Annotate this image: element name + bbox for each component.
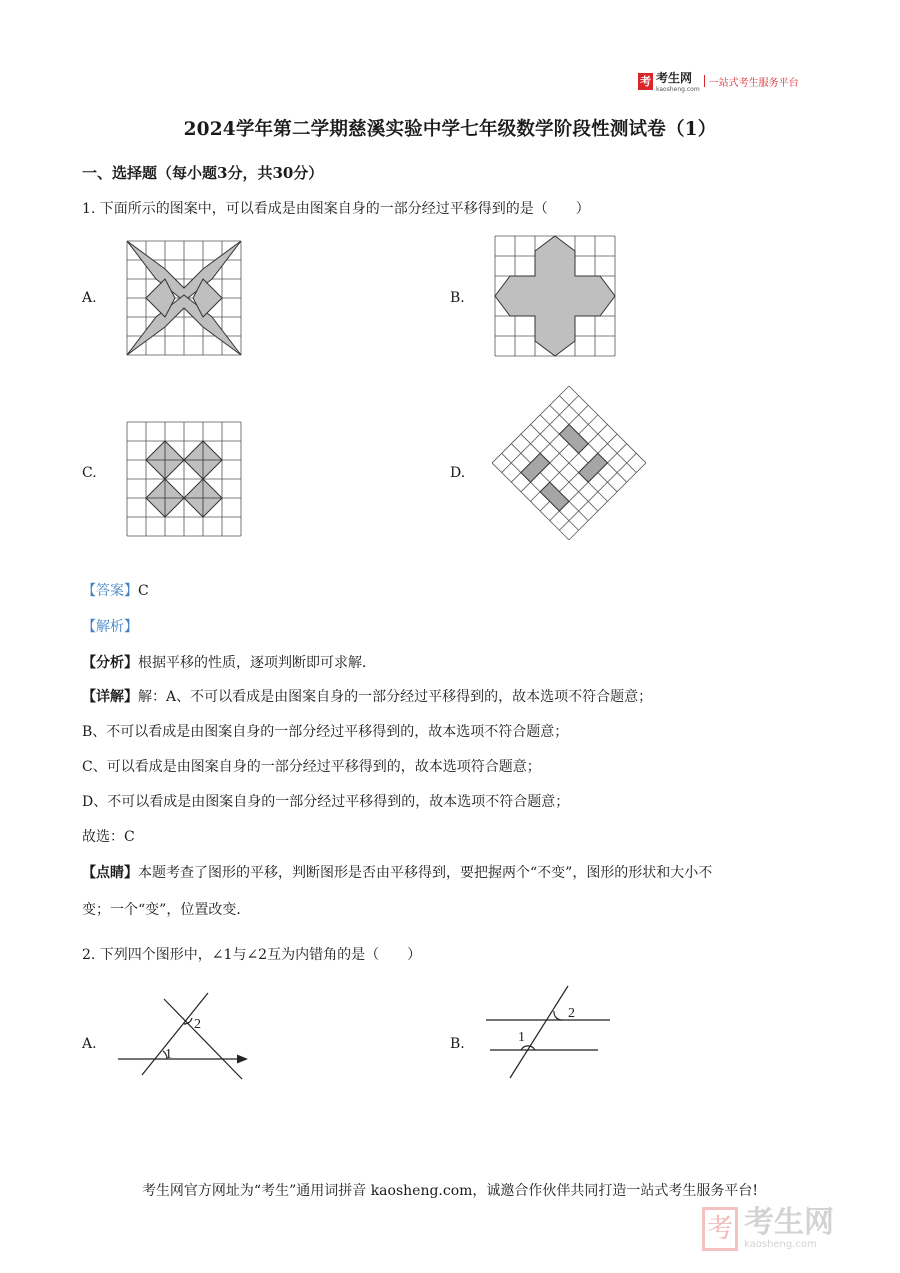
watermark-domain: kaosheng.com xyxy=(744,1239,817,1250)
q2a-angle-label-1: 1 xyxy=(165,1047,172,1062)
q2a-line-2 xyxy=(164,999,242,1079)
q1-option-d-label: D. xyxy=(450,465,466,481)
q2b-angle-label-2: 2 xyxy=(568,1006,575,1021)
page-footer: 考生网官方网址为“考生”通用词拼音 kaosheng.com，诚邀合作伙伴共同打造一站式考生服务平台! xyxy=(141,1183,759,1199)
q1-figure-c[interactable] xyxy=(127,422,241,536)
q1-figure-d[interactable] xyxy=(492,386,646,540)
q2b-angle-label-1: 1 xyxy=(518,1030,525,1045)
logo-separator xyxy=(704,75,705,87)
dianjing-text-1: 本题考查了图形的平移，判断图形是否由平移得到，要把握两个“不变”，图形的形状和大小不 xyxy=(138,865,713,881)
q2b-angle-arc-2 xyxy=(554,1011,562,1020)
fenxi-tag: 【分析】 xyxy=(82,655,138,671)
page-title: 2024学年第二学期慈溪实验中学七年级数学阶段性测试卷（1） xyxy=(183,119,717,140)
q2a-angle-label-2: 2 xyxy=(194,1017,201,1032)
logo-slogan: 一站式考生服务平台 xyxy=(708,77,799,89)
q2a-arrow-head xyxy=(237,1055,248,1064)
answer-tag: 【答案】 xyxy=(82,583,138,599)
section-heading: 一、选择题（每小题3分，共30分） xyxy=(82,164,324,182)
logo-mark-icon: 考 xyxy=(640,74,651,88)
q1-option-a-label: A. xyxy=(82,290,97,306)
q2-stem: 2. 下列四个图形中，∠1与∠2互为内错角的是（ ） xyxy=(82,947,422,963)
dianjing-tag: 【点睛】 xyxy=(82,865,138,881)
figure-b-cross-shape xyxy=(495,236,615,356)
header-logo[interactable] xyxy=(638,70,808,92)
q1-answer xyxy=(82,580,149,600)
q1-choose: 故选：C xyxy=(82,829,135,845)
watermark-logo xyxy=(702,1205,872,1253)
q1-dianjing-2: 变；一个“变”，位置改变． xyxy=(82,902,251,918)
q1-xiangjie xyxy=(82,686,652,706)
q1-dianjing xyxy=(82,862,712,882)
analysis-tag: 【解析】 xyxy=(82,619,138,635)
xiangjie-tag: 【详解】 xyxy=(82,689,138,705)
fenxi-text: 根据平移的性质，逐项判断即可求解． xyxy=(138,655,376,671)
watermark-name: 考生网 xyxy=(744,1205,834,1240)
answer-value: C xyxy=(138,583,149,599)
watermark-mark-icon: 考 xyxy=(702,1207,738,1251)
q1-fenxi xyxy=(82,652,376,672)
q2-figure-b[interactable] xyxy=(484,984,614,1080)
q1-line-c: C、可以看成是由图案自身的一部分经过平移得到的，故本选项符合题意； xyxy=(82,759,541,775)
q1-line-b: B、不可以看成是由图案自身的一部分经过平移得到的，故本选项不符合题意； xyxy=(82,724,569,740)
q1-option-b-label: B. xyxy=(450,290,465,306)
q2-option-b-label: B. xyxy=(450,1036,465,1052)
q1-option-c-label: C. xyxy=(82,465,97,481)
xiangjie-text: 解：A、不可以看成是由图案自身的一部分经过平移得到的，故本选项不符合题意； xyxy=(138,689,653,705)
q2-figure-a[interactable] xyxy=(116,993,252,1081)
q1-line-d: D、不可以看成是由图案自身的一部分经过平移得到的，故本选项不符合题意； xyxy=(82,794,570,810)
logo-name: 考生网 xyxy=(656,71,693,85)
q2-option-a-label: A. xyxy=(82,1036,97,1052)
logo-domain: kaosheng.com xyxy=(656,86,700,93)
q1-figure-a[interactable] xyxy=(127,241,241,355)
q1-stem: 1. 下面所示的图案中，可以看成是由图案自身的一部分经过平移得到的是（ ） xyxy=(82,201,590,217)
q1-figure-b[interactable] xyxy=(495,236,615,356)
